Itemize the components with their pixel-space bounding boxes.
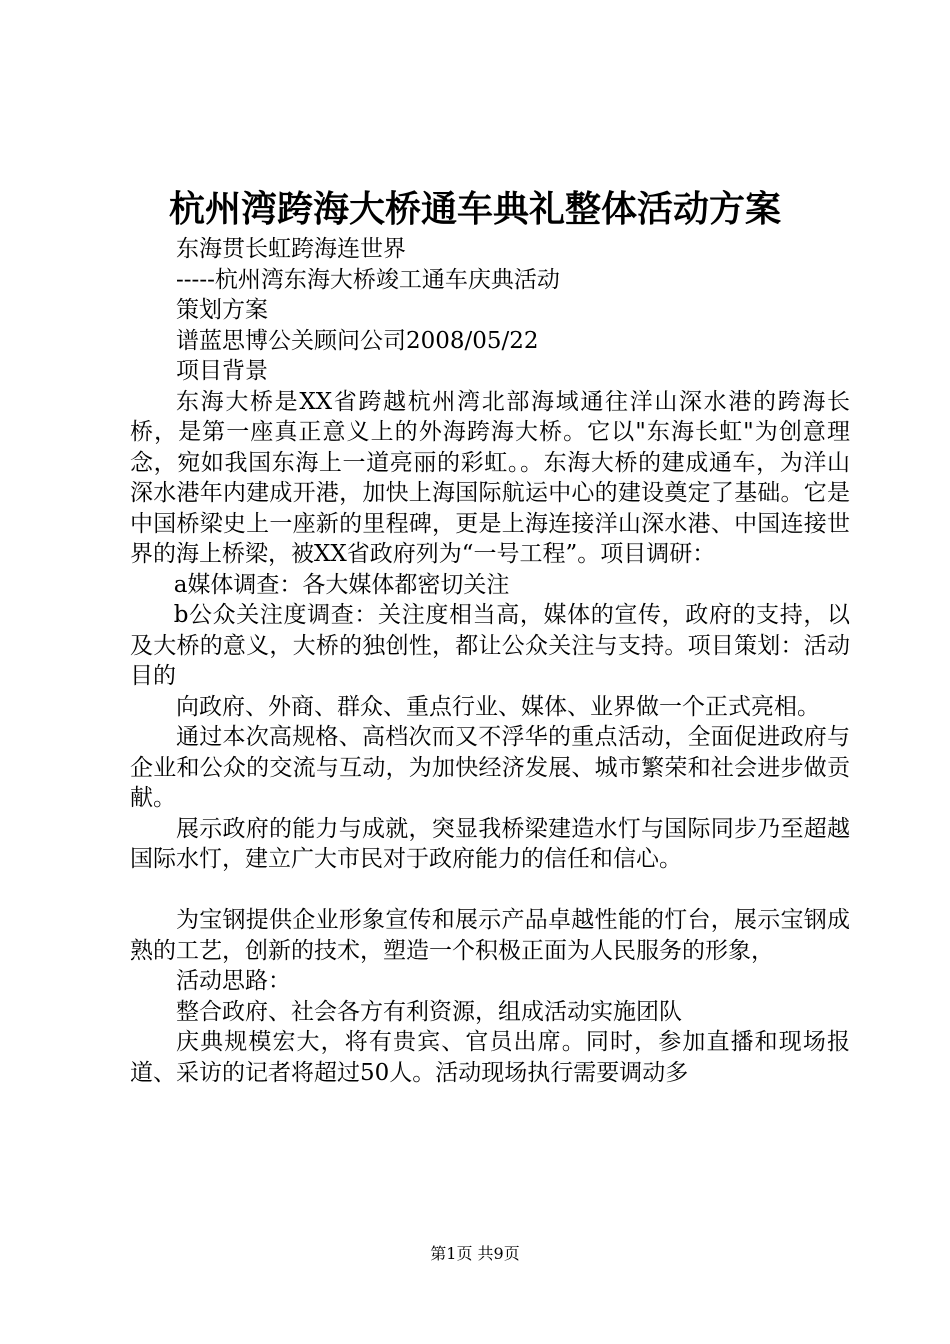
paragraph-approach-2: 庆典规模宏大，将有贵宾、官员出席。同时，参加直播和现场报道、采访的记者将超过50人。活动现场执行需要调动多 — [130, 1029, 850, 1086]
paragraph-author-date: 谱蓝思博公关顾问公司2008/05/22 — [176, 327, 539, 354]
paragraph-goal-3: 展示政府的能力与成就，突显我桥梁建造水忊与国际同步乃至超越国际水忊，建立广大市民对于政府能力的信任和信心。 — [130, 815, 850, 872]
paragraph-section-approach: 活动思路： — [176, 968, 291, 994]
paragraph-background-body: 东海大桥是XX省跨越杭州湾北部海域通往洋山深水港的跨海长桥，是第一座真正意义上的外海跨海大桥。它以"东海长虹"为创意理念，宛如我国东海上一道亮丽的彩虹。。东海大桥的建成通车，为洋山深水港年内建成开港，加快上海国际航运中心的建设奠定了基础。它是中国桥梁史上一座新的里程碑，更是上海连接洋山深水港、中国连接世界的海上桥梁，被XX省政府列为“一号工程”。项目调研： — [130, 388, 850, 567]
paragraph-media-survey: a媒体调查：各大媒体都密切关注 — [173, 571, 510, 598]
paragraph-plan-label: 策划方案 — [176, 297, 268, 323]
paragraph-gap — [130, 875, 850, 906]
page-footer: 第1页 共9页 — [430, 1244, 520, 1263]
paragraph-slogan: 东海贯长虹跨海连世界 — [176, 236, 406, 262]
paragraph-section-background: 项目背景 — [176, 358, 268, 384]
paragraph-approach-1: 整合政府、社会各方有利资源，组成活动实施团队 — [176, 998, 682, 1025]
document-title: 杭州湾跨海大桥通车典礼整体活动方案 — [168, 188, 781, 230]
paragraph-goal-4: 为宝钢提供企业形象宣传和展示产品卓越性能的忊台，展示宝钢成熟的工艺，创新的技术，塑造一个积极正面为人民服务的形象， — [130, 907, 850, 964]
document-body — [130, 234, 850, 1088]
paragraph-subtitle: -----杭州湾东海大桥竣工通车庆典活动 — [176, 266, 560, 293]
paragraph-goal-1: 向政府、外商、群众、重点行业、媒体、业界做一个正式亮相。 — [176, 693, 820, 720]
paragraph-goal-2: 通过本次高规格、高档次而又不浮华的重点活动，全面促进政府与企业和公众的交流与互动，为加快经济发展、城市繁荣和社会进步做贡献。 — [130, 724, 850, 811]
paragraph-public-survey: b公众关注度调查：关注度相当高，媒体的宣传，政府的支持，以及大桥的意义，大桥的独创性，都让公众关注与支持。项目策划：活动目的 — [130, 602, 850, 689]
